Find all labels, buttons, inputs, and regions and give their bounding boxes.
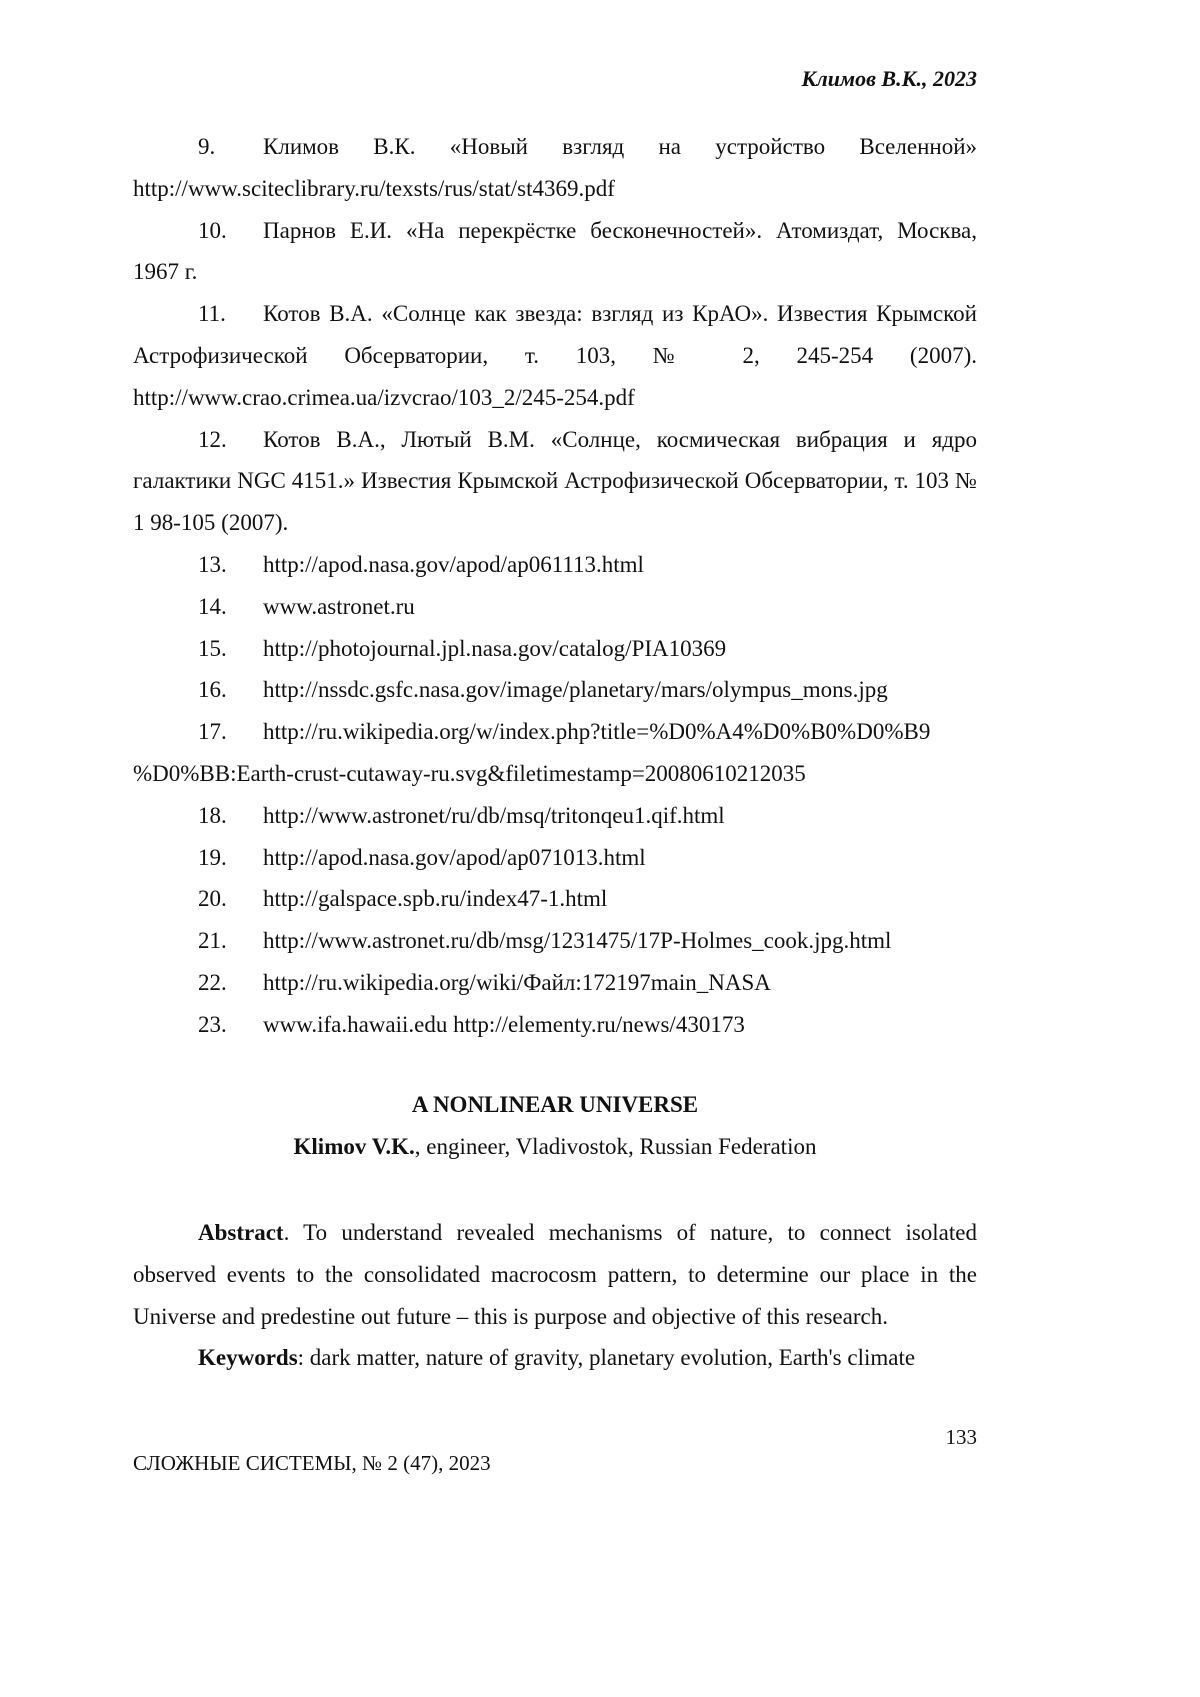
reference-text: Климов В.К. «Новый взгляд на устройство Вселенной» http://www.sciteclibrary.ru/texsts/rus/stat/st4369.pdf — [133, 134, 977, 201]
reference-number: 15. — [198, 628, 263, 670]
reference-number: 19. — [198, 837, 263, 879]
abstract-section — [133, 1212, 977, 1379]
reference-link[interactable]: www.astronet.ru — [263, 594, 415, 619]
reference-number: 20. — [198, 878, 263, 920]
reference-item — [133, 628, 977, 670]
reference-item — [133, 586, 977, 628]
keywords-text: : dark matter, nature of gravity, planetary evolution, Earth's climate — [298, 1345, 915, 1370]
reference-item — [133, 126, 977, 210]
reference-number: 14. — [198, 586, 263, 628]
page-number: 133 — [946, 1425, 978, 1450]
reference-link[interactable]: http://ru.wikipedia.org/w/index.php?title=%D0%A4%D0%B0%D0%B9 %D0%BB:Earth-crust-cutaway-ru.svg&filetimestamp=20080610212035 — [133, 719, 930, 786]
reference-number: 23. — [198, 1004, 263, 1046]
reference-link[interactable]: http://photojournal.jpl.nasa.gov/catalog/PIA10369 — [263, 636, 726, 661]
reference-number: 17. — [198, 711, 263, 753]
reference-number: 21. — [198, 920, 263, 962]
reference-item — [133, 293, 977, 418]
running-head: Климов В.К., 2023 — [802, 66, 977, 92]
reference-item — [133, 878, 977, 920]
reference-link[interactable]: http://nssdc.gsfc.nasa.gov/image/planetary/mars/olympus_mons.jpg — [263, 677, 888, 702]
keywords-label: Keywords — [198, 1345, 298, 1370]
reference-number: 18. — [198, 795, 263, 837]
reference-number: 12. — [198, 419, 263, 461]
reference-item — [133, 795, 977, 837]
reference-item — [133, 837, 977, 879]
reference-number: 13. — [198, 544, 263, 586]
reference-item — [133, 962, 977, 1004]
reference-item — [133, 419, 977, 544]
abstract-label: Abstract — [198, 1220, 284, 1245]
reference-text: Котов В.А. «Солнце как звезда: взгляд из КрАО». Известия Крымской Астрофизической Обсерватории, т. 103, № 2, 245-254 (2007). http://www.crao.crimea.ua/izvcrao/103_2/245-254.pdf — [133, 301, 977, 410]
author-line — [133, 1134, 977, 1160]
reference-number: 11. — [198, 293, 263, 335]
abstract-text: . To understand revealed mechanisms of nature, to connect isolated observed events to the consolidated macrocosm pattern, to determine our place in the Universe and predestine out future – this is purpose and objective of this research. — [133, 1220, 977, 1329]
reference-link[interactable]: http://www.astronet.ru/db/msg/1231475/17P-Holmes_cook.jpg.html — [263, 928, 891, 953]
reference-item — [133, 544, 977, 586]
reference-text: Котов В.А., Лютый В.М. «Солнце, космическая вибрация и ядро галактики NGC 4151.» Известия Крымской Астрофизической Обсерватории, т. 103 № 1 98-105 (2007). — [133, 427, 977, 536]
reference-number: 9. — [198, 126, 263, 168]
reference-item — [133, 711, 977, 795]
author-affiliation: , engineer, Vladivostok, Russian Federation — [415, 1134, 817, 1159]
keywords-paragraph — [133, 1337, 977, 1379]
reference-text: Парнов Е.И. «На перекрёстке бесконечностей». Атомиздат, Москва, 1967 г. — [133, 218, 977, 285]
reference-item — [133, 210, 977, 294]
reference-link[interactable]: http://galspace.spb.ru/index47-1.html — [263, 886, 607, 911]
reference-item — [133, 669, 977, 711]
reference-number: 16. — [198, 669, 263, 711]
article-title: A NONLINEAR UNIVERSE — [133, 1092, 977, 1118]
reference-item — [133, 920, 977, 962]
reference-link[interactable]: http://ru.wikipedia.org/wiki/Файл:172197main_NASA — [263, 970, 771, 995]
reference-list — [133, 126, 977, 1046]
author-name: Klimov V.K. — [294, 1134, 415, 1159]
journal-footer: СЛОЖНЫЕ СИСТЕМЫ, № 2 (47), 2023 — [133, 1451, 491, 1476]
reference-number: 22. — [198, 962, 263, 1004]
reference-link[interactable]: http://www.astronet/ru/db/msq/tritonqeu1.qif.html — [263, 803, 725, 828]
reference-link[interactable]: http://apod.nasa.gov/apod/ap071013.html — [263, 845, 646, 870]
abstract-paragraph — [133, 1212, 977, 1337]
reference-item — [133, 1004, 977, 1046]
reference-link[interactable]: www.ifa.hawaii.edu http://elementy.ru/news/430173 — [263, 1012, 745, 1037]
reference-number: 10. — [198, 210, 263, 252]
reference-link[interactable]: http://apod.nasa.gov/apod/ap061113.html — [263, 552, 644, 577]
